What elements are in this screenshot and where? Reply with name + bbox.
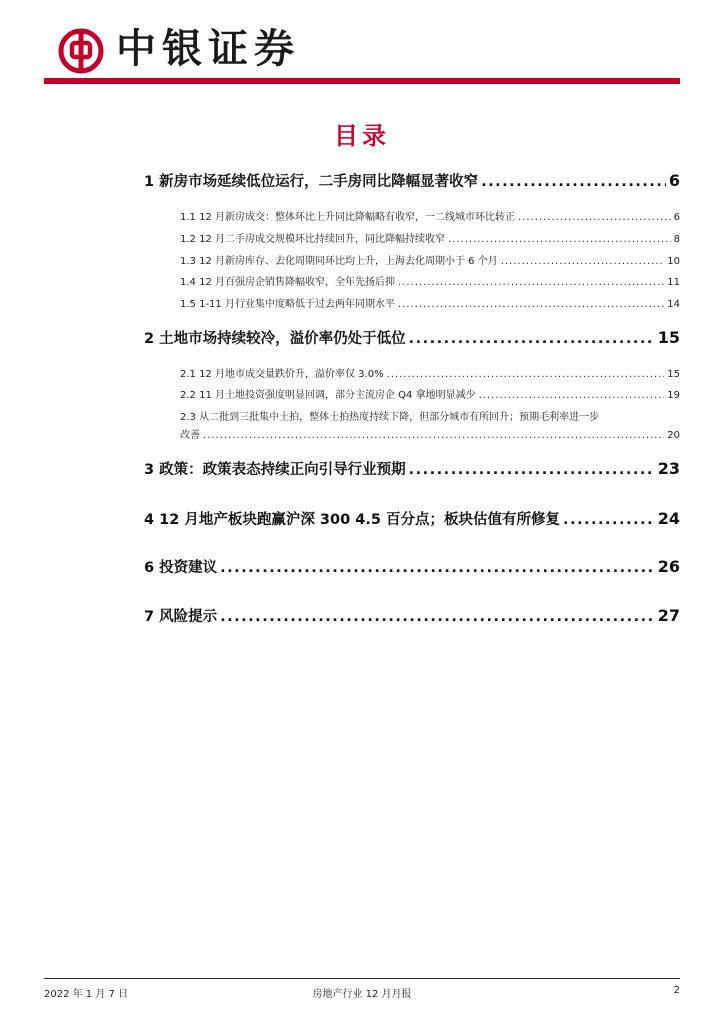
toc-page-number: 14 (667, 299, 680, 310)
toc-leader-dots (481, 174, 666, 190)
toc-entry-text: 3 政策：政策表态持续正向引导行业预期 (144, 462, 406, 478)
toc-entry-7[interactable] (144, 605, 680, 626)
toc-entry-2-1[interactable] (180, 365, 680, 380)
toc-leader-dots (398, 299, 664, 310)
toc-leader-dots (479, 390, 665, 401)
toc-entry-text: 7 风险提示 (144, 609, 218, 625)
toc-entry-text: 改善 (180, 430, 200, 441)
toc-page-number: 24 (657, 509, 680, 528)
footer-report-name: 房地产行业 12 月月报 (312, 989, 412, 1000)
toc-leader-dots (448, 234, 671, 245)
toc-page-number: 8 (673, 234, 680, 245)
toc-page-number: 27 (657, 606, 680, 625)
toc-entry-text: 2 土地市场持续较冷，溢价率仍处于低位 (144, 331, 406, 347)
toc-entry-text: 1.5 1-11 月行业集中度略低于过去两年同期水平 (180, 299, 395, 310)
toc-page-number: 11 (667, 277, 680, 288)
toc-entry-2-3-line1[interactable]: 2.3 从二批到三批集中土拍，整体土拍热度持续下降，但部分城市有所回升；预期毛利率进一步 (180, 412, 600, 423)
footer-rule (44, 978, 680, 979)
toc-entry-text: 1.3 12 月新房库存、去化周期同环比均上升，上海去化周期小于 6 个月 (180, 256, 498, 267)
bank-of-china-logo-icon (58, 28, 104, 74)
page-header (0, 0, 724, 90)
toc-entry-text: 2.2 11 月土地投资强度明显回调，部分主流房企 Q4 拿地明显减少 (180, 390, 476, 401)
toc-entry-6[interactable] (144, 556, 680, 577)
footer-page-number: 2 (673, 985, 680, 996)
toc-page-number: 6 (673, 212, 680, 223)
toc-page-number: 6 (668, 171, 680, 190)
toc-leader-dots (501, 256, 665, 267)
toc-page-number: 15 (657, 328, 680, 347)
toc-leader-dots (203, 430, 664, 441)
toc-entry-text: 4 12 月地产板块跑赢沪深 300 4.5 百分点；板块估值有所修复 (144, 512, 560, 528)
toc-page-number: 19 (667, 390, 680, 401)
toc-entry-text: 1.4 12 月百强房企销售降幅收窄，全年先扬后抑 (180, 277, 395, 288)
toc-entry-1-5[interactable] (180, 295, 680, 310)
toc-entry-text: 1 新房市场延续低位运行，二手房同比降幅显著收窄 (144, 174, 479, 190)
toc-leader-dots (398, 277, 664, 288)
toc-page-number: 15 (667, 369, 680, 380)
toc-title: 目录 (334, 122, 390, 150)
footer-date: 2022 年 1 月 7 日 (44, 989, 129, 1000)
toc-leader-dots (220, 609, 655, 625)
toc-entry-text: 1.2 12 月二手房成交规模环比持续回升，同比降幅持续收窄 (180, 234, 445, 245)
toc-entry-1-3[interactable] (180, 252, 680, 267)
toc-entry-2[interactable] (144, 327, 680, 348)
toc-entry-3[interactable] (144, 458, 680, 479)
toc-page-number: 10 (667, 256, 680, 267)
toc-leader-dots (387, 369, 665, 380)
toc-leader-dots (220, 560, 655, 576)
toc-leader-dots (518, 212, 671, 223)
toc-entry-2-3[interactable] (180, 426, 680, 441)
toc-leader-dots (409, 462, 655, 478)
brand-name: 中银证券 (116, 25, 300, 72)
toc-entry-1-2[interactable] (180, 230, 680, 245)
toc-leader-dots (563, 512, 655, 528)
toc-page-number: 26 (657, 557, 680, 576)
toc-entry-text: 2.1 12 月地市成交量跌价升，溢价率仅 3.0% (180, 369, 384, 380)
toc-leader-dots (409, 331, 655, 347)
toc-entry-1[interactable] (144, 170, 680, 191)
toc-page-number: 20 (667, 430, 680, 441)
toc-entry-2-2[interactable] (180, 386, 680, 401)
toc-entry-1-1[interactable] (180, 208, 680, 223)
toc-page-number: 23 (657, 459, 680, 478)
header-rule (44, 78, 680, 84)
toc-entry-4[interactable] (144, 508, 680, 529)
toc-entry-text: 1.1 12 月新房成交：整体环比上升同比降幅略有收窄，一二线城市环比转正 (180, 212, 515, 223)
toc-entry-1-4[interactable] (180, 273, 680, 288)
toc-entry-text: 6 投资建议 (144, 560, 218, 576)
